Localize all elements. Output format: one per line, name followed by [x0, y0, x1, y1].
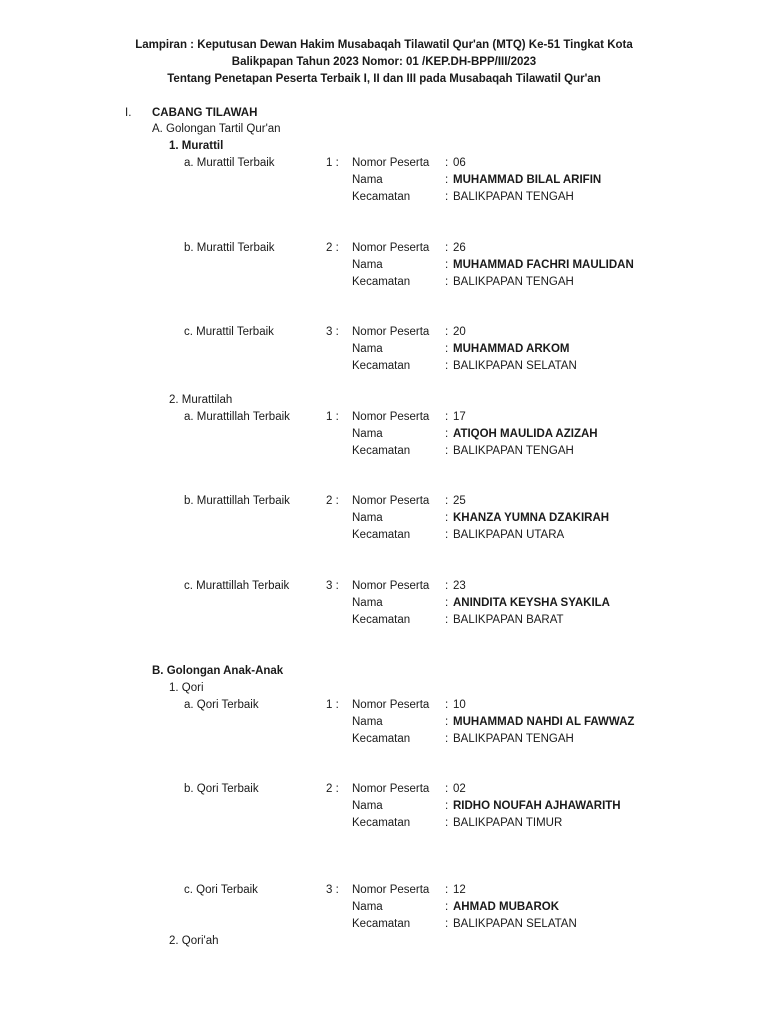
entry-rank: 1 :: [326, 157, 339, 169]
colon: :: [445, 495, 449, 507]
entry-rank: 2 :: [326, 495, 339, 507]
colon: :: [445, 699, 449, 711]
kecamatan-label: Kecamatan: [352, 918, 411, 930]
nama-value: MUHAMMAD ARKOM: [453, 343, 570, 355]
section-title: CABANG TILAWAH: [152, 107, 258, 119]
colon: :: [445, 157, 449, 169]
category-title: 1. Murattil: [169, 140, 224, 152]
colon: :: [445, 783, 449, 795]
header-line-2: Balikpapan Tahun 2023 Nomor: 01 /KEP.DH-BPP/III/2023: [231, 56, 537, 68]
colon: :: [445, 343, 449, 355]
kecamatan-value: BALIKPAPAN TENGAH: [453, 276, 574, 288]
colon: :: [445, 614, 449, 626]
kecamatan-value: BALIKPAPAN BARAT: [453, 614, 564, 626]
entry-rank: 3 :: [326, 580, 339, 592]
kecamatan-value: BALIKPAPAN SELATAN: [453, 918, 577, 930]
nomor-peserta-value: 23: [453, 580, 466, 592]
entry-label: a. Murattillah Terbaik: [184, 411, 290, 423]
entry-rank: 3 :: [326, 884, 339, 896]
kecamatan-label: Kecamatan: [352, 817, 411, 829]
nomor-peserta-label: Nomor Peserta: [352, 783, 430, 795]
nama-value: RIDHO NOUFAH AJHAWARITH: [453, 800, 621, 812]
nomor-peserta-label: Nomor Peserta: [352, 242, 430, 254]
nama-label: Nama: [352, 343, 383, 355]
colon: :: [445, 174, 449, 186]
entry-label: b. Murattillah Terbaik: [184, 495, 290, 507]
header-line-3: Tentang Penetapan Peserta Terbaik I, II dan III pada Musabaqah Tilawatil Qur'an: [167, 73, 601, 85]
kecamatan-label: Kecamatan: [352, 529, 411, 541]
colon: :: [445, 733, 449, 745]
colon: :: [445, 445, 449, 457]
colon: :: [445, 276, 449, 288]
kecamatan-value: BALIKPAPAN TENGAH: [453, 445, 574, 457]
nomor-peserta-value: 02: [453, 783, 466, 795]
colon: :: [445, 512, 449, 524]
kecamatan-value: BALIKPAPAN TIMUR: [453, 817, 563, 829]
nama-value: MUHAMMAD FACHRI MAULIDAN: [453, 259, 634, 271]
colon: :: [445, 411, 449, 423]
entry-rank: 2 :: [326, 242, 339, 254]
entry-label: a. Qori Terbaik: [184, 699, 259, 711]
kecamatan-value: BALIKPAPAN SELATAN: [453, 360, 577, 372]
nama-label: Nama: [352, 716, 383, 728]
entry-rank: 1 :: [326, 411, 339, 423]
category-title: 1. Qori: [169, 682, 204, 694]
nama-value: ATIQOH MAULIDA AZIZAH: [453, 428, 598, 440]
section-number: I.: [125, 107, 132, 119]
nomor-peserta-label: Nomor Peserta: [352, 580, 430, 592]
nomor-peserta-label: Nomor Peserta: [352, 495, 430, 507]
nomor-peserta-value: 17: [453, 411, 466, 423]
kecamatan-label: Kecamatan: [352, 733, 411, 745]
nama-label: Nama: [352, 901, 383, 913]
nama-label: Nama: [352, 428, 383, 440]
nama-value: MUHAMMAD NAHDI AL FAWWAZ: [453, 716, 635, 728]
nomor-peserta-value: 25: [453, 495, 466, 507]
colon: :: [445, 428, 449, 440]
entry-label: b. Qori Terbaik: [184, 783, 259, 795]
nama-label: Nama: [352, 512, 383, 524]
colon: :: [445, 580, 449, 592]
nomor-peserta-label: Nomor Peserta: [352, 411, 430, 423]
colon: :: [445, 817, 449, 829]
category-title: 2. Qori'ah: [169, 935, 219, 947]
kecamatan-label: Kecamatan: [352, 445, 411, 457]
colon: :: [445, 360, 449, 372]
entry-label: a. Murattil Terbaik: [184, 157, 275, 169]
nomor-peserta-label: Nomor Peserta: [352, 326, 430, 338]
header-line-1: Lampiran : Keputusan Dewan Hakim Musabaqah Tilawatil Qur'an (MTQ) Ke-51 Tingkat Kota: [135, 39, 633, 51]
group-title: A. Golongan Tartil Qur'an: [152, 123, 281, 135]
nama-value: MUHAMMAD BILAL ARIFIN: [453, 174, 602, 186]
nama-label: Nama: [352, 174, 383, 186]
nama-value: AHMAD MUBAROK: [453, 901, 560, 913]
kecamatan-label: Kecamatan: [352, 614, 411, 626]
entry-label: b. Murattil Terbaik: [184, 242, 275, 254]
nomor-peserta-label: Nomor Peserta: [352, 884, 430, 896]
kecamatan-value: BALIKPAPAN TENGAH: [453, 733, 574, 745]
entry-label: c. Qori Terbaik: [184, 884, 258, 896]
kecamatan-label: Kecamatan: [352, 360, 411, 372]
nomor-peserta-label: Nomor Peserta: [352, 157, 430, 169]
colon: :: [445, 326, 449, 338]
colon: :: [445, 597, 449, 609]
nomor-peserta-value: 26: [453, 242, 466, 254]
nomor-peserta-value: 10: [453, 699, 466, 711]
group-title: B. Golongan Anak-Anak: [152, 665, 284, 677]
colon: :: [445, 191, 449, 203]
entry-rank: 1 :: [326, 699, 339, 711]
entry-label: c. Murattillah Terbaik: [184, 580, 290, 592]
colon: :: [445, 242, 449, 254]
kecamatan-label: Kecamatan: [352, 191, 411, 203]
document-header: [0, 37, 768, 88]
entry-rank: 2 :: [326, 783, 339, 795]
nama-label: Nama: [352, 800, 383, 812]
nomor-peserta-value: 06: [453, 157, 466, 169]
colon: :: [445, 901, 449, 913]
colon: :: [445, 259, 449, 271]
nama-label: Nama: [352, 597, 383, 609]
colon: :: [445, 884, 449, 896]
nomor-peserta-value: 20: [453, 326, 466, 338]
nama-value: ANINDITA KEYSHA SYAKILA: [453, 597, 610, 609]
nomor-peserta-value: 12: [453, 884, 466, 896]
nama-value: KHANZA YUMNA DZAKIRAH: [453, 512, 610, 524]
kecamatan-value: BALIKPAPAN UTARA: [453, 529, 565, 541]
nomor-peserta-label: Nomor Peserta: [352, 699, 430, 711]
colon: :: [445, 800, 449, 812]
colon: :: [445, 918, 449, 930]
entry-rank: 3 :: [326, 326, 339, 338]
category-title: 2. Murattilah: [169, 394, 233, 406]
kecamatan-label: Kecamatan: [352, 276, 411, 288]
kecamatan-value: BALIKPAPAN TENGAH: [453, 191, 574, 203]
entry-label: c. Murattil Terbaik: [184, 326, 274, 338]
colon: :: [445, 529, 449, 541]
nama-label: Nama: [352, 259, 383, 271]
colon: :: [445, 716, 449, 728]
